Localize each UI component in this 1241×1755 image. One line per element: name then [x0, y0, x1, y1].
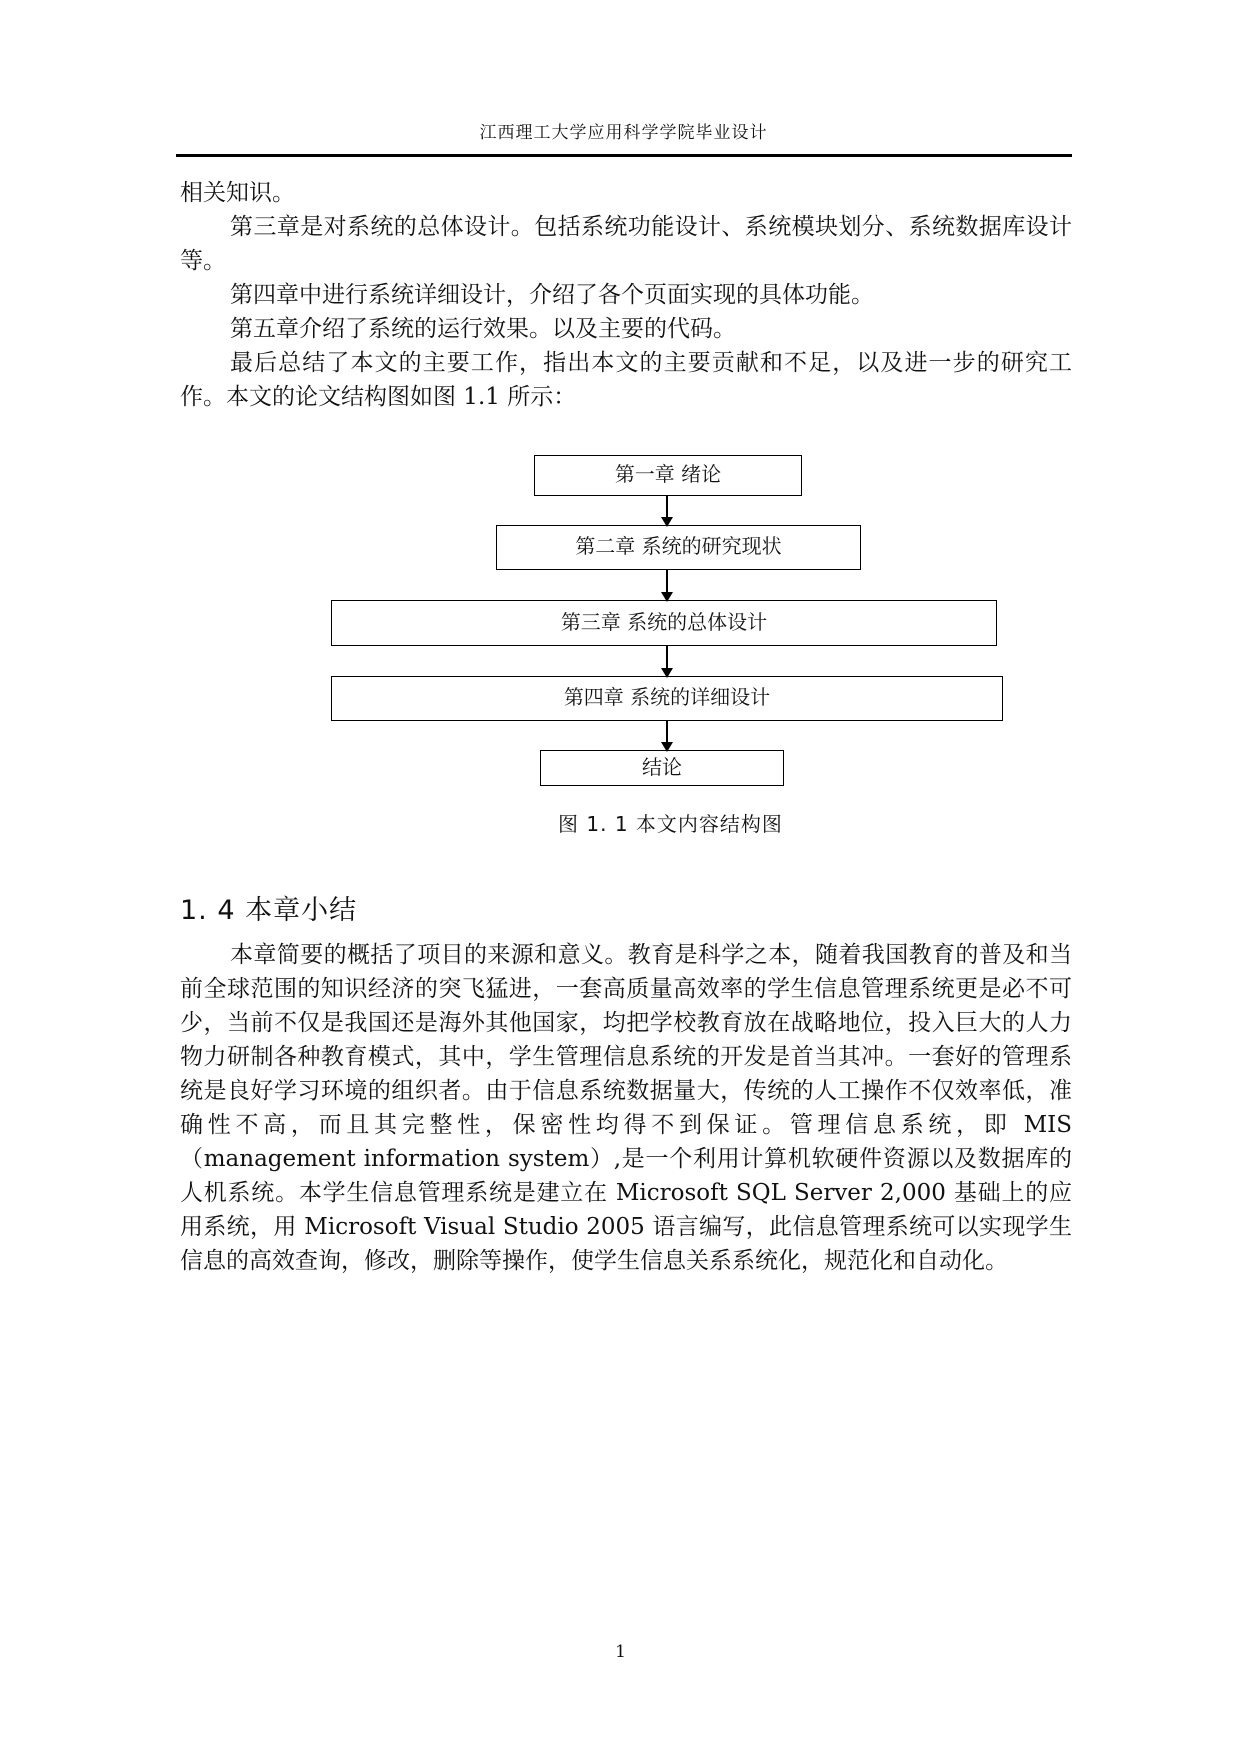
page-header: 江西理工大学应用科学学院毕业设计: [479, 123, 768, 143]
diagram-box-chapter-4: [331, 676, 1003, 721]
diagram-arrow: [666, 646, 668, 676]
intro-paragraph-5: 最后总结了本文的主要工作，指出本文的主要贡献和不足，以及进一步的研究工作。本文的论文结构图如图 1.1 所示：: [180, 350, 1072, 410]
header-rule: [176, 154, 1072, 157]
diagram-box-label: 第一章 绪论: [614, 462, 722, 486]
intro-paragraph-2: 第三章是对系统的总体设计。包括系统功能设计、系统模块划分、系统数据库设计等。: [180, 214, 1072, 274]
diagram-box-label: 结论: [642, 754, 682, 779]
diagram-box-chapter-3: [331, 600, 997, 646]
page-number: 1: [615, 1642, 626, 1662]
diagram-box-conclusion: [540, 750, 784, 786]
intro-paragraph-4: 第五章介绍了系统的运行效果。以及主要的代码。: [230, 316, 736, 342]
diagram-box-chapter-2: [496, 525, 861, 570]
diagram-arrow: [666, 721, 668, 750]
diagram-arrow: [666, 570, 668, 600]
section-heading: 1. 4 本章小结: [180, 895, 358, 926]
diagram-box-label: 第四章 系统的详细设计: [563, 685, 771, 709]
section-body-paragraph: 本章简要的概括了项目的来源和意义。教育是科学之本，随着我国教育的普及和当前全球范围的知识经济的突飞猛进，一套高质量高效率的学生信息管理系统更是必不可少，当前不仅是我国还是海外其他国家，均把学校教育放在战略地位，投入巨大的人力物力研制各种教育模式，其中，学生管理信息系统的开发是首当其冲。一套好的管理系统是良好学习环境的组织者。由于信息系统数据量大，传统的人工操作不仅效率低，准确性不高，而且其完整性，保密性均得不到保证。管理信息系统，即 MIS（management information system）,是一个利用计算机软硬件资源以及数据库的人机系统。本学生信息管理系统是建立在 Microsoft SQL Server 2,000 基础上的应用系统，用 Microsoft Visual Studio 2005 语言编写，此信息管理系统可以实现学生信息的高效查询，修改，删除等操作，使学生信息关系系统化，规范化和自动化。: [180, 942, 1072, 1274]
diagram-box-chapter-1: [534, 455, 802, 496]
intro-paragraph-1: 相关知识。: [180, 180, 295, 206]
diagram-box-label: 第三章 系统的总体设计: [560, 609, 768, 634]
diagram-arrow: [666, 496, 668, 525]
figure-caption: 图 1. 1 本文内容结构图: [558, 812, 783, 836]
intro-paragraph-3: 第四章中进行系统详细设计，介绍了各个页面实现的具体功能。: [230, 282, 874, 308]
diagram-box-label: 第二章 系统的研究现状: [575, 534, 782, 558]
